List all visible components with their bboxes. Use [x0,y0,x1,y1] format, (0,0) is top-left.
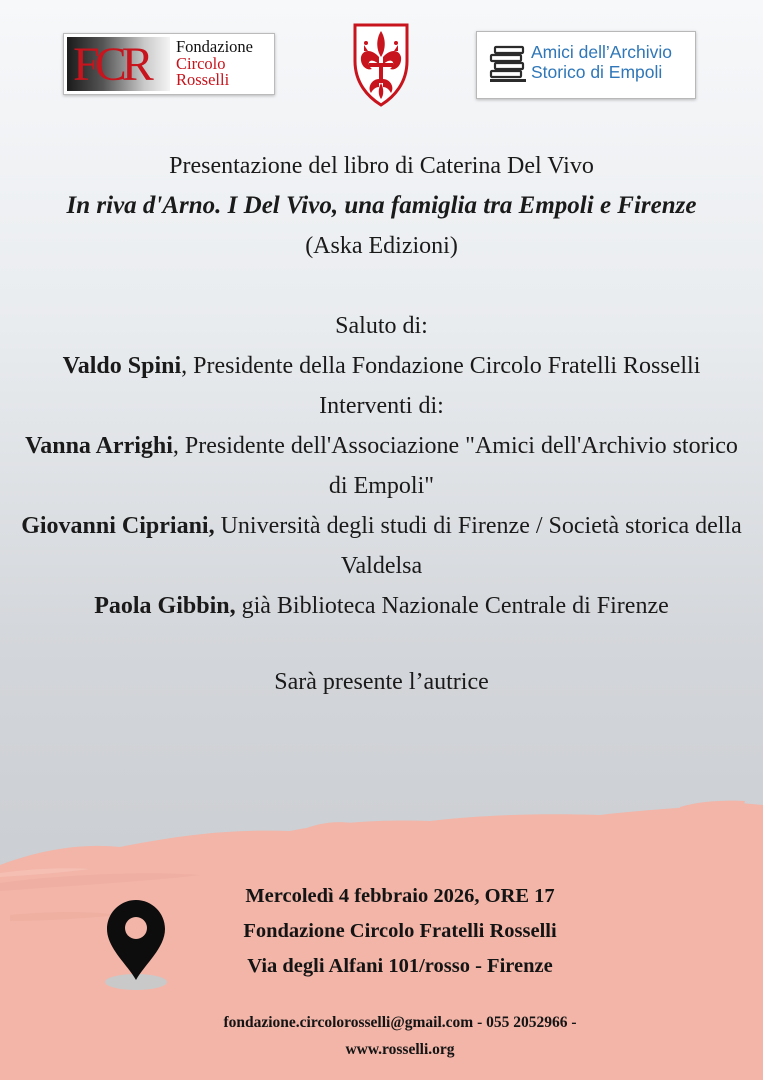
books-icon [487,43,529,85]
speaker-entry [20,586,743,626]
speaker-name: Giovanni Cipriani, [21,513,215,539]
speaker-entry [20,426,743,506]
fcr-logo-line3: Rosselli [176,70,230,89]
fcr-logo [63,33,275,95]
greeting-name: Valdo Spini [62,353,182,379]
amici-logo-text [531,42,672,82]
speaker-role: già Biblioteca Nazionale Centrale di Firenze [235,593,669,619]
publisher: (Aska Edizioni) [305,233,458,259]
amici-logo-line1: Amici dell’Archivio [531,42,673,62]
event-address: Via degli Alfani 101/rosso - Firenze [247,955,553,977]
fcr-logo-line1: Fondazione [176,37,253,56]
greeting-role: , Presidente della Fondazione Circolo Fratelli Rosselli [181,353,701,379]
contact-website: www.rosselli.org [345,1041,455,1058]
fcr-logo-line2: Circolo [176,53,226,73]
main-content [20,146,743,702]
speaker-name: Vanna Arrighi [25,433,173,459]
florence-lily-icon [352,21,410,107]
book-intro: Presentazione del libro di Caterina Del Vivo [169,153,594,179]
fcr-logo-text [176,39,253,89]
book-title: In riva d'Arno. I Del Vivo, una famiglia tra Empoli e Firenze [66,192,697,219]
greeting-label: Saluto di: [335,313,428,339]
author-note: Sarà presente l’autrice [274,669,489,695]
amici-archivio-logo [476,31,696,99]
speaker-entry [20,506,743,586]
speaker-role: , Presidente dell'Associazione "Amici dell'Archivio storico di Empoli" [172,433,738,499]
location-pin-icon [103,898,169,992]
speaker-role: Università degli studi di Firenze / Società storica della Valdelsa [214,513,742,579]
event-venue: Fondazione Circolo Fratelli Rosselli [243,920,557,942]
contact-email-phone: fondazione.circolorosselli@gmail.com - 055 2052966 - [223,1014,577,1031]
spacer [20,266,743,306]
contacts [150,1009,650,1063]
speakers-label: Interventi di: [319,393,444,419]
greeting-entry [20,346,743,386]
event-date: Mercoledì 4 febbraio 2026, ORE 17 [245,885,555,907]
speaker-name: Paola Gibbin, [94,593,236,619]
fcr-logo-letters: FCR [73,38,149,91]
fcr-logo-mark [67,37,170,91]
amici-logo-line2: Storico di Empoli [531,62,663,82]
event-details [190,879,610,984]
